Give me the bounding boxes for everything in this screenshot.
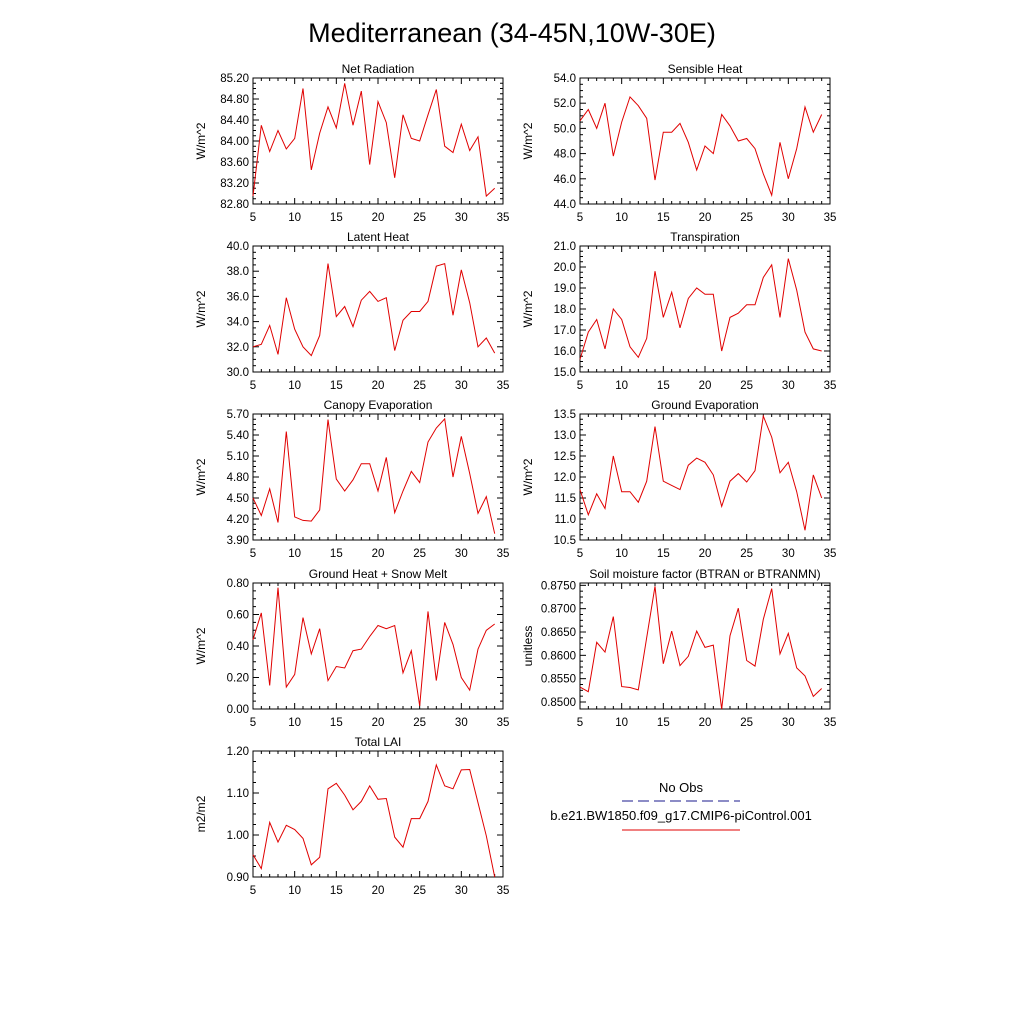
- panel-9: [194, 735, 509, 897]
- x-tick-label: 10: [288, 717, 302, 729]
- y-tick-label: 36.0: [226, 291, 249, 304]
- x-tick-label: 30: [454, 548, 468, 560]
- x-tick-label: 35: [496, 380, 510, 392]
- x-tick-label: 5: [576, 717, 584, 729]
- y-tick-label: 3.90: [226, 535, 249, 547]
- x-tick-label: 5: [249, 548, 257, 560]
- x-tick-label: 15: [656, 548, 670, 560]
- y-tick-label: 84.40: [220, 115, 249, 127]
- x-tick-label: 25: [413, 885, 427, 897]
- y-tick-label: 0.80: [226, 578, 249, 590]
- x-tick-label: 5: [576, 548, 584, 560]
- x-tick-label: 20: [698, 717, 712, 729]
- y-tick-label: 1.20: [226, 746, 249, 758]
- panel-title: Transpiration: [670, 230, 740, 244]
- y-tick-label: 5.10: [226, 451, 249, 463]
- series-line-1: [253, 83, 495, 196]
- x-tick-label: 10: [288, 212, 302, 224]
- panel-4: [521, 230, 836, 392]
- series-line-1: [253, 765, 495, 877]
- panel-title: Canopy Evaporation: [323, 398, 433, 412]
- x-tick-label: 15: [656, 717, 670, 729]
- y-tick-label: 0.8600: [540, 650, 576, 663]
- x-tick-label: 25: [740, 717, 754, 729]
- series-line-1: [580, 586, 822, 709]
- y-tick-label: 44.0: [553, 199, 576, 211]
- x-tick-label: 20: [698, 380, 712, 392]
- y-tick-label: 0.8750: [540, 580, 576, 593]
- y-tick-label: 38.0: [226, 266, 249, 279]
- panel-5: [194, 398, 509, 560]
- y-axis-label: W/m^2: [521, 290, 535, 328]
- plot-frame: [253, 78, 503, 204]
- x-tick-label: 15: [329, 548, 343, 560]
- x-tick-label: 5: [249, 717, 257, 729]
- y-tick-label: 0.8550: [540, 673, 576, 686]
- x-tick-label: 10: [615, 380, 629, 392]
- series-line-1: [253, 264, 495, 356]
- y-tick-label: 12.5: [553, 451, 576, 463]
- x-tick-label: 25: [413, 548, 427, 560]
- x-tick-label: 30: [781, 717, 795, 729]
- y-tick-label: 46.0: [553, 173, 576, 186]
- y-tick-label: 15.0: [553, 367, 576, 379]
- y-tick-label: 30.0: [226, 367, 249, 379]
- series-line-1: [253, 419, 495, 534]
- x-tick-label: 30: [454, 717, 468, 729]
- x-tick-label: 20: [371, 548, 385, 560]
- x-tick-label: 25: [413, 717, 427, 729]
- y-tick-label: 83.60: [220, 157, 249, 169]
- x-tick-label: 25: [413, 380, 427, 392]
- x-tick-label: 25: [740, 548, 754, 560]
- panel-title: Net Radiation: [341, 62, 415, 76]
- x-tick-label: 5: [249, 212, 257, 224]
- x-tick-label: 25: [413, 212, 427, 224]
- x-tick-label: 35: [823, 380, 837, 392]
- x-tick-label: 20: [371, 380, 385, 392]
- y-tick-label: 0.90: [226, 872, 249, 884]
- x-tick-label: 30: [781, 212, 795, 224]
- y-tick-label: 34.0: [226, 316, 249, 329]
- x-tick-label: 5: [249, 380, 257, 392]
- x-tick-label: 25: [740, 380, 754, 392]
- x-tick-label: 35: [496, 212, 510, 224]
- x-tick-label: 5: [249, 885, 257, 897]
- series-line-1: [580, 97, 822, 195]
- x-tick-label: 10: [288, 548, 302, 560]
- y-tick-label: 50.0: [553, 123, 576, 136]
- y-tick-label: 84.80: [220, 94, 249, 106]
- y-tick-label: 18.0: [553, 304, 576, 316]
- x-tick-label: 15: [329, 380, 343, 392]
- y-tick-label: 54.0: [553, 73, 576, 85]
- x-tick-label: 20: [698, 212, 712, 224]
- y-tick-label: 13.0: [553, 430, 576, 442]
- x-tick-label: 35: [496, 885, 510, 897]
- series-line-1: [580, 259, 822, 360]
- y-tick-label: 10.5: [553, 535, 576, 547]
- x-tick-label: 30: [454, 885, 468, 897]
- panel-1: [194, 62, 509, 224]
- x-tick-label: 15: [329, 885, 343, 897]
- series-line-1: [253, 588, 495, 706]
- y-tick-label: 11.0: [554, 514, 576, 526]
- x-tick-label: 20: [698, 548, 712, 560]
- x-tick-label: 10: [615, 717, 629, 729]
- y-tick-label: 0.00: [226, 704, 249, 716]
- x-tick-label: 10: [615, 212, 629, 224]
- plot-frame: [253, 246, 503, 372]
- panels: [194, 62, 836, 897]
- plot-frame: [580, 246, 830, 372]
- x-tick-label: 15: [656, 212, 670, 224]
- x-tick-label: 10: [288, 380, 302, 392]
- y-tick-label: 84.00: [220, 136, 249, 148]
- x-tick-label: 10: [288, 885, 302, 897]
- y-tick-label: 82.80: [220, 199, 249, 211]
- panel-title: Ground Evaporation: [651, 398, 759, 412]
- x-tick-label: 30: [781, 548, 795, 560]
- figure-title: Mediterranean (34-45N,10W-30E): [308, 18, 716, 48]
- x-tick-label: 15: [656, 380, 670, 392]
- panel-title: Latent Heat: [346, 230, 410, 244]
- x-tick-label: 35: [823, 548, 837, 560]
- legend-entry-model-label: b.e21.BW1850.f09_g17.CMIP6-piControl.001: [550, 808, 812, 823]
- y-tick-label: 0.60: [226, 609, 249, 622]
- y-tick-label: 48.0: [553, 148, 576, 161]
- y-tick-label: 1.00: [226, 830, 249, 842]
- x-tick-label: 5: [576, 380, 584, 392]
- y-tick-label: 83.20: [220, 178, 249, 190]
- y-tick-label: 13.5: [553, 409, 576, 421]
- x-tick-label: 20: [371, 717, 385, 729]
- x-tick-label: 15: [329, 212, 343, 224]
- x-tick-label: 35: [496, 717, 510, 729]
- x-tick-label: 35: [823, 212, 837, 224]
- panel-title: Total LAI: [354, 735, 402, 749]
- y-axis-label: W/m^2: [194, 627, 208, 665]
- x-tick-label: 30: [781, 380, 795, 392]
- y-tick-label: 11.5: [554, 493, 576, 505]
- y-tick-label: 19.0: [553, 283, 576, 295]
- legend: [550, 780, 812, 830]
- panel-title: Ground Heat + Snow Melt: [308, 567, 448, 581]
- y-tick-label: 0.20: [226, 672, 249, 685]
- y-tick-label: 0.40: [226, 641, 249, 653]
- y-tick-label: 32.0: [226, 341, 249, 354]
- x-tick-label: 10: [615, 548, 629, 560]
- y-tick-label: 52.0: [553, 98, 576, 111]
- x-tick-label: 20: [371, 885, 385, 897]
- x-tick-label: 30: [454, 380, 468, 392]
- y-tick-label: 5.70: [226, 409, 249, 421]
- y-axis-label: W/m^2: [521, 458, 535, 496]
- y-axis-label: unitless: [521, 625, 535, 667]
- y-axis-label: m2/m2: [194, 795, 208, 833]
- y-axis-label: W/m^2: [521, 122, 535, 160]
- series-line-1: [580, 416, 822, 530]
- panel-3: [194, 230, 509, 392]
- y-tick-label: 12.0: [553, 472, 576, 484]
- y-tick-label: 1.10: [226, 788, 249, 800]
- x-tick-label: 20: [371, 212, 385, 224]
- panel-2: [521, 62, 836, 224]
- y-axis-label: W/m^2: [194, 290, 208, 328]
- y-tick-label: 40.0: [226, 241, 249, 253]
- panel-title: Sensible Heat: [667, 62, 743, 76]
- y-tick-label: 21.0: [553, 241, 576, 253]
- y-axis-label: W/m^2: [194, 122, 208, 160]
- y-tick-label: 85.20: [220, 73, 249, 85]
- y-tick-label: 4.50: [226, 493, 249, 505]
- x-tick-label: 5: [576, 212, 584, 224]
- y-tick-label: 0.8700: [540, 603, 576, 616]
- y-tick-label: 17.0: [553, 325, 576, 337]
- y-axis-label: W/m^2: [194, 458, 208, 496]
- legend-entry-obs-label: No Obs: [658, 780, 704, 795]
- y-tick-label: 0.8500: [540, 697, 576, 709]
- panel-title: Soil moisture factor (BTRAN or BTRANMN): [589, 567, 821, 581]
- y-tick-label: 4.20: [226, 514, 249, 526]
- x-tick-label: 25: [740, 212, 754, 224]
- panel-8: [521, 567, 836, 729]
- y-tick-label: 20.0: [553, 262, 576, 274]
- x-tick-label: 15: [329, 717, 343, 729]
- x-tick-label: 30: [454, 212, 468, 224]
- x-tick-label: 35: [496, 548, 510, 560]
- plot-frame: [253, 583, 503, 709]
- panel-7: [194, 567, 509, 729]
- plot-frame: [580, 583, 830, 709]
- x-tick-label: 35: [823, 717, 837, 729]
- y-tick-label: 4.80: [226, 472, 249, 484]
- y-tick-label: 5.40: [226, 430, 249, 442]
- y-tick-label: 16.0: [553, 346, 576, 358]
- panel-6: [521, 398, 836, 560]
- y-tick-label: 0.8650: [540, 627, 576, 639]
